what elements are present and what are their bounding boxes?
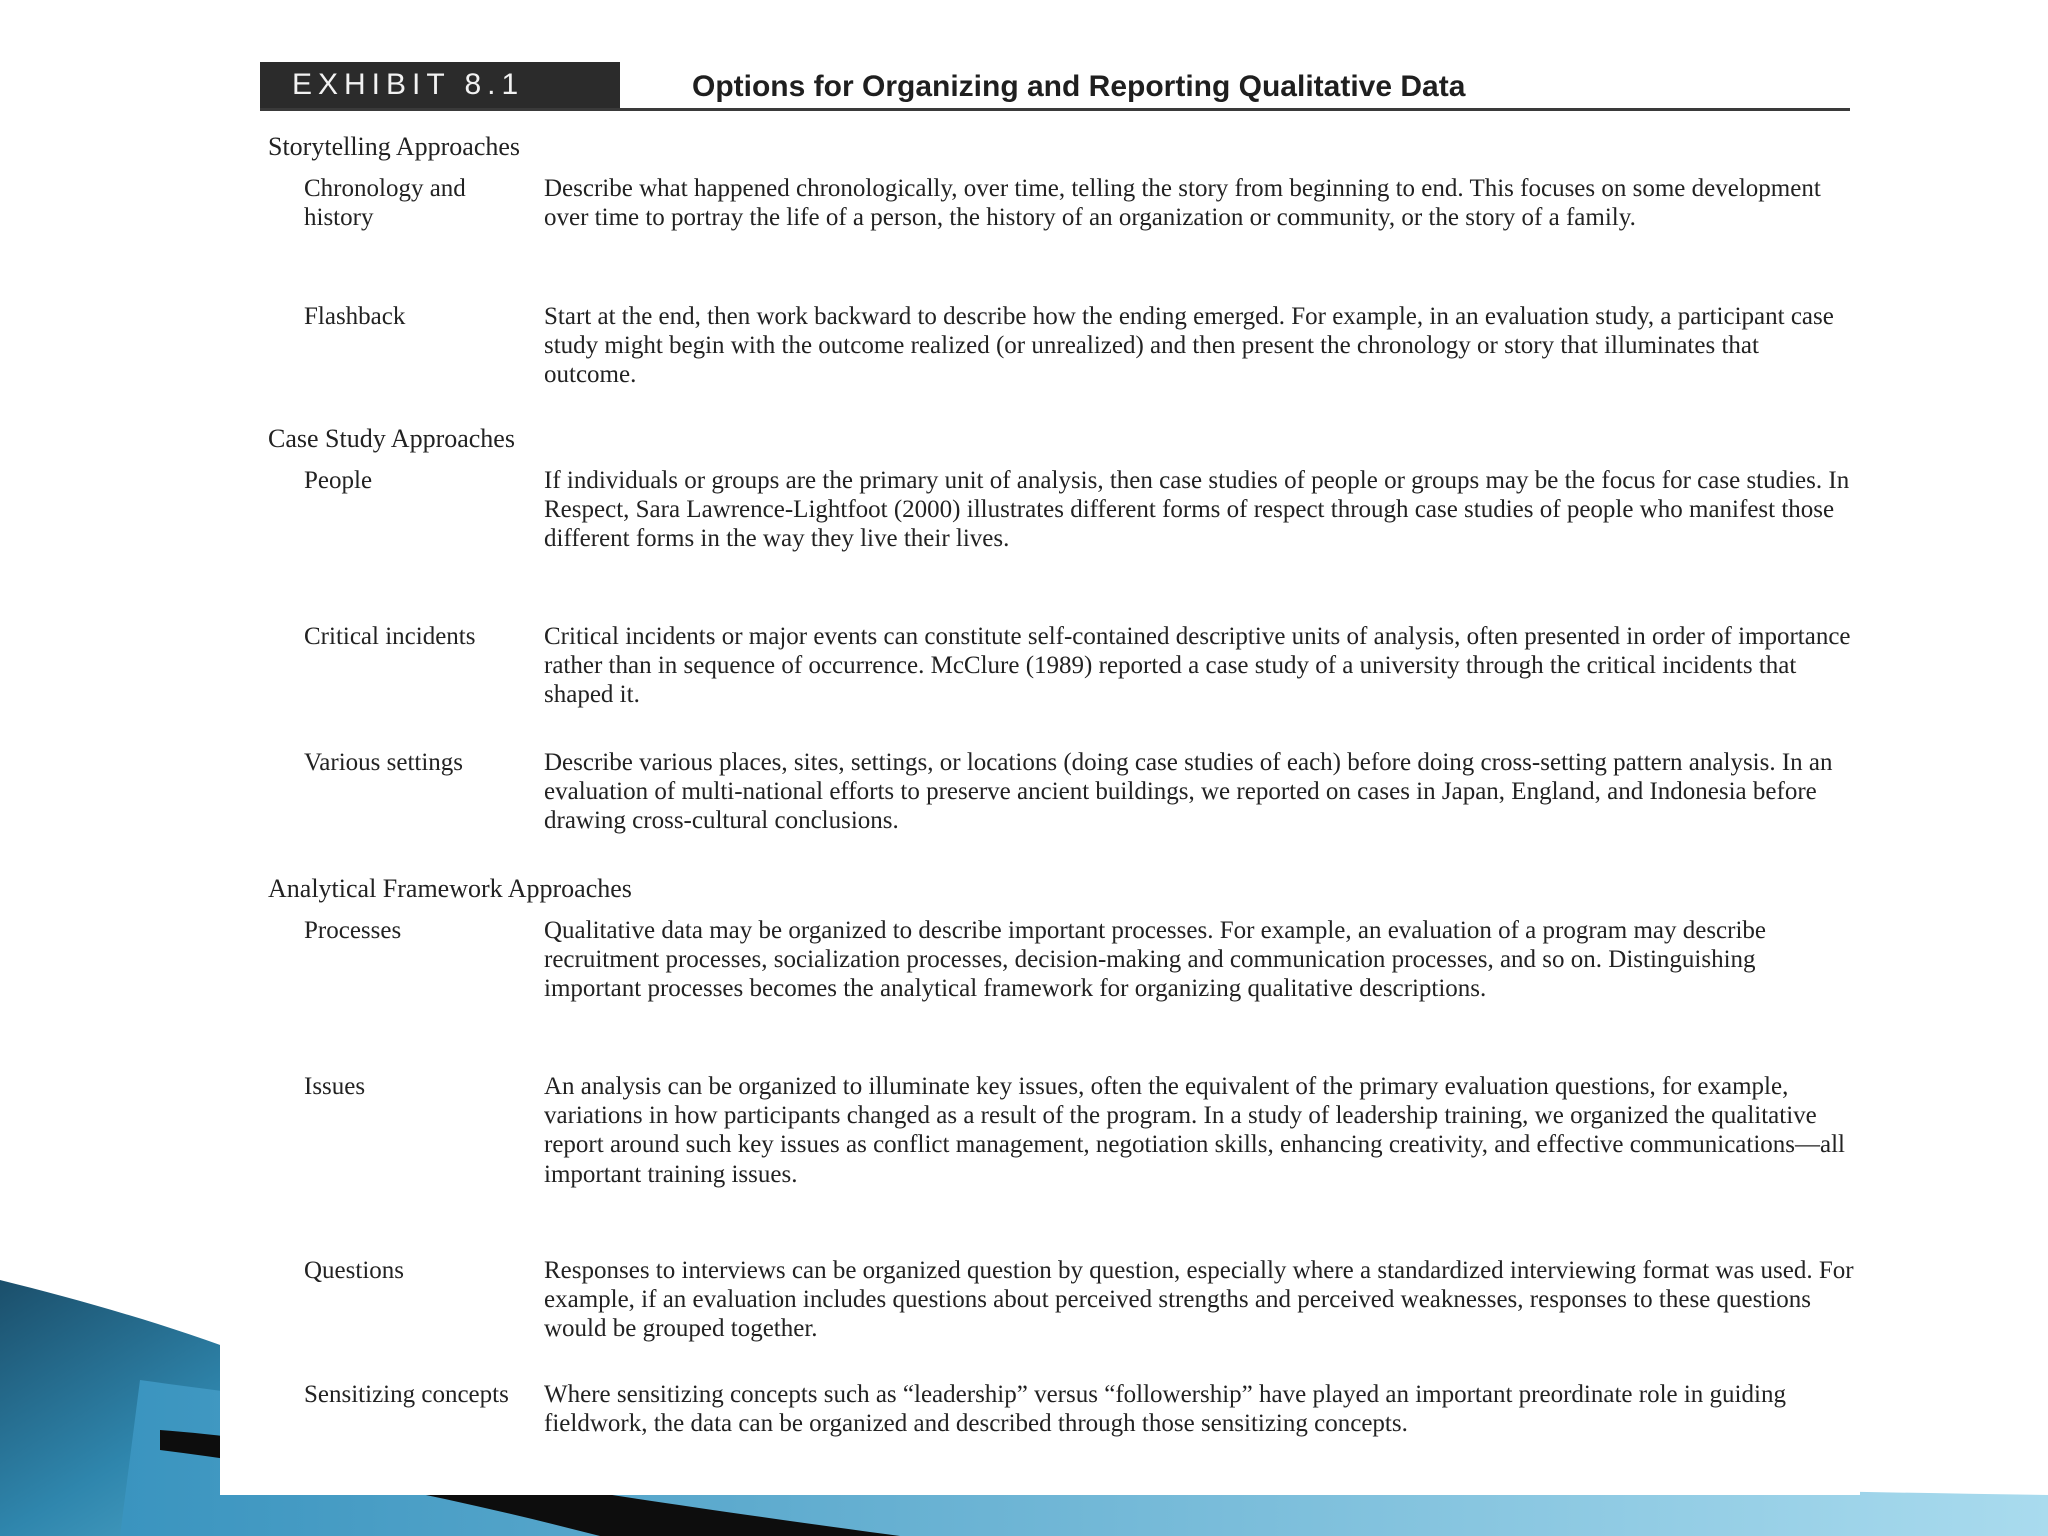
entry-description: Critical incidents or major events can constitute self-contained descriptive units of analysis, often presented in order of importance rather than in sequence of occurrence. McClure (1989) reported a case study of a university through the critical incidents that shaped it. <box>544 623 1851 709</box>
entry-term: Processes <box>304 917 402 944</box>
entry-description: Qualitative data may be organized to describe important processes. For example, an evaluation of a program may describe recruitment processes, socialization processes, decision-making and communication processes, and so on. Distinguishing important processes becomes the analytical framework for organizing qualitative descriptions. <box>544 917 1767 1003</box>
exhibit-title: Options for Organizing and Reporting Qualitative Data <box>692 70 1466 103</box>
exhibit-label: EXHIBIT 8.1 <box>260 62 620 108</box>
entry-term: Sensitizing concepts <box>304 1381 509 1408</box>
entry-term: Flashback <box>304 303 406 330</box>
entry-term: Various settings <box>304 749 464 776</box>
entry-description: Responses to interviews can be organized question by question, especially where a standardized interviewing format was used. For example, if an evaluation includes questions about perceived strengths and perceived weaknesses, responses to these questions would be grouped together. <box>544 1257 1854 1343</box>
entry-term: Questions <box>304 1257 404 1284</box>
entry-term: Chronology and history <box>304 175 466 231</box>
entry-description: An analysis can be organized to illuminate key issues, often the equivalent of the primary evaluation questions, for example, variations in how participants changed as a result of the program. In a study of leadership training, we organized the qualitative report around such key issues as conflict management, negotiation skills, enhancing creativity, and effective communications—all important training issues. <box>544 1073 1846 1188</box>
entry-description: Start at the end, then work backward to describe how the ending emerged. For example, in an evaluation study, a participant case study might begin with the outcome realized (or unrealized) and then present the chronology or story that illuminates that outcome. <box>544 303 1834 389</box>
section-heading-case-study: Case Study Approaches <box>268 424 515 453</box>
entry-term: Issues <box>304 1073 366 1100</box>
exhibit-page <box>220 40 1860 1495</box>
section-heading-analytical-framework: Analytical Framework Approaches <box>268 874 632 903</box>
section-heading-storytelling: Storytelling Approaches <box>268 132 521 161</box>
entry-description: Where sensitizing concepts such as “leadership” versus “followership” have played an important preordinate role in guiding fieldwork, the data can be organized and described through those sensitizing concepts. <box>544 1381 1786 1438</box>
entry-term: People <box>304 467 373 494</box>
entry-term: Critical incidents <box>304 623 476 650</box>
entry-description: Describe various places, sites, settings, or locations (doing case studies of each) before doing cross-setting pattern analysis. In an evaluation of multi-national efforts to preserve ancient buildings, we reported on cases in Japan, England, and Indonesia before drawing cross-cultural conclusions. <box>544 749 1833 835</box>
entry-description: If individuals or groups are the primary unit of analysis, then case studies of people or groups may be the focus for case studies. In Respect, Sara Lawrence-Lightfoot (2000) illustrates different forms of respect through case studies of people who manifest those different forms in the way they live their lives. <box>544 467 1850 553</box>
exhibit-header <box>260 62 1850 111</box>
entry-description: Describe what happened chronologically, over time, telling the story from beginning to end. This focuses on some development over time to portray the life of a person, the history of an organization or community, or the story of a family. <box>544 175 1821 232</box>
